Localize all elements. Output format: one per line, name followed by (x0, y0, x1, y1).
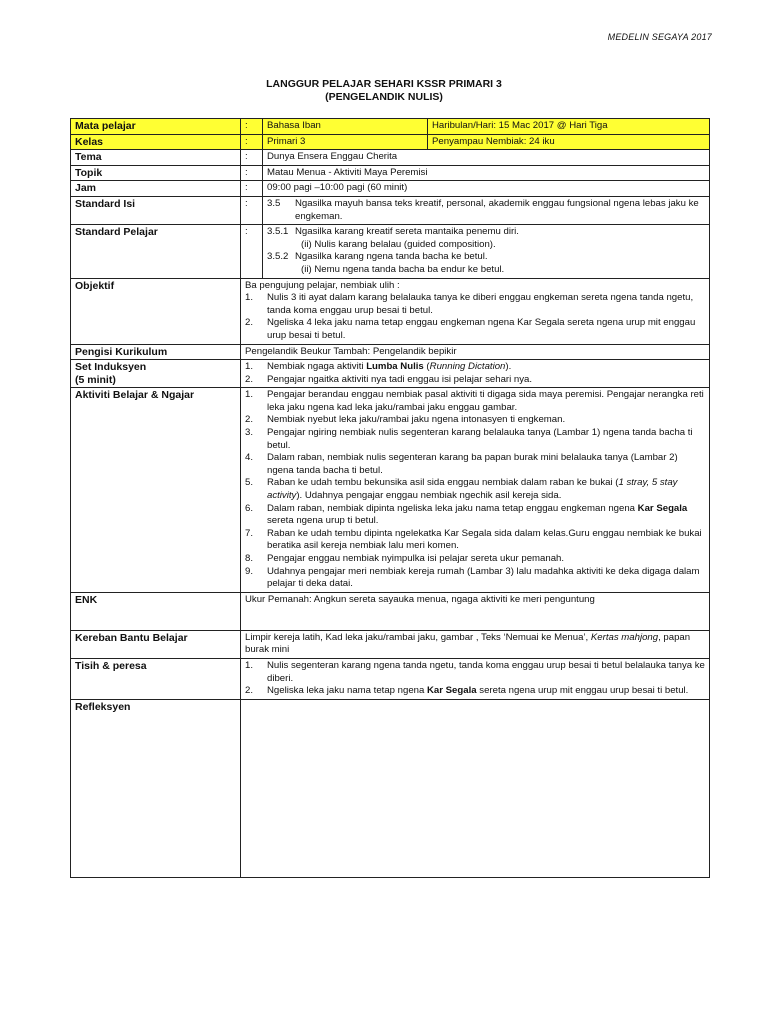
list-item: 3. Pengajar ngiring nembiak nulis segenteran karang belalauka tanya (Lambar 1) ngena tanda bacha ti betul. (245, 427, 693, 451)
author-header: MEDELIN SEGAYA 2017 (607, 32, 712, 42)
value-penyampau: Penyampau Nembiak: 24 iku (428, 134, 710, 150)
standard-isi-number: 3.5 (267, 197, 281, 209)
value-jam: 09:00 pagi –10:00 pagi (60 minit) (263, 181, 710, 197)
label-refleksyen: Refleksyen (71, 699, 241, 877)
label-kelas: Kelas (71, 134, 241, 150)
sp-number-1: 3.5.1 (267, 226, 289, 238)
label-mata-pelajar: Mata pelajar (71, 119, 241, 135)
label-set-induksyen: Set Induksyen (5 minit) (71, 360, 241, 388)
colon: : (241, 181, 263, 197)
label-aktiviti: Aktiviti Belajar & Ngajar (71, 388, 241, 593)
colon: : (241, 134, 263, 150)
value-topik: Matau Menua - Aktiviti Maya Peremisi (263, 165, 710, 181)
row-kelas (71, 134, 710, 150)
colon: : (241, 165, 263, 181)
list-item: 1. Nulis segenteran karang ngena tanda ngetu, tanda koma enggau urup besai ti betul belalauka tanya ke diberi. (245, 659, 705, 684)
colon: : (241, 196, 263, 224)
row-kereban (71, 630, 710, 658)
label-objektif: Objektif (71, 278, 241, 344)
value-haribulan: Haribulan/Hari: 15 Mac 2017 @ Hari Tiga (428, 119, 710, 135)
colon: : (241, 150, 263, 166)
value-enk: Ukur Pemanah: Angkun sereta sayauka menua, ngaga aktiviti ke meri penguntung (241, 592, 710, 630)
value-kelas: Primari 3 (263, 134, 428, 150)
sp-text-2: Ngasilka karang ngena tanda bacha ke betul. (295, 251, 488, 263)
sp-number-2: 3.5.2 (267, 251, 289, 263)
list-item: 2. Pengajar ngaitka aktiviti nya tadi enggau isi pelajar sehari nya. (245, 373, 533, 385)
row-mata-pelajar (71, 119, 710, 135)
list-item: 1. Pengajar berandau enggau nembiak pasal aktiviti ti digaga sida maya peremisi. Pengajar nerangka reti leka jaku ngena kad leka jaku/rambai jaku enggau gambar. (245, 389, 704, 413)
value-pengisi-kurikulum: Pengelandik Beukur Tambah: Pengelandik bepikir (241, 344, 710, 360)
colon: : (241, 225, 263, 278)
row-enk (71, 592, 710, 630)
page-title (0, 78, 768, 104)
row-set-induksyen (71, 360, 710, 388)
label-tisih: Tisih & peresa (71, 658, 241, 699)
list-item: 1. Nulis 3 iti ayat dalam karang belalauka tanya ke diberi enggau engkeman sereta ngena tanda ngetu, tanda koma enggau urup besai ti betul. (245, 292, 694, 316)
row-standard-isi (71, 196, 710, 224)
title-line-2: (PENGELANDIK NULIS) (325, 91, 443, 103)
value-objektif (241, 278, 710, 344)
lesson-plan-table (70, 118, 710, 878)
list-item: 9. Udahnya pengajar meri nembiak kereja rumah (Lambar 3) lalu madahka aktiviti ke deka digaga dalam pelajar ti deka datai. (245, 565, 700, 590)
value-standard-pelajar (263, 225, 710, 278)
list-item: 5. Raban ke udah tembu bekunsika asil sida enggau nembiak dalam raban ke bukai (1 stray, 5 stay activity). Udahnya pengajar enggau nembiak ngechik asil kereja sida. (245, 477, 678, 502)
row-jam (71, 181, 710, 197)
value-kereban: Limpir kereja latih, Kad leka jaku/rambai jaku, gambar , Teks ‘Nemuai ke Menua’, Kertas mahjong, papan burak mini (241, 630, 710, 658)
value-mata-pelajar: Bahasa Iban (263, 119, 428, 135)
list-item: 2. Ngeliska 4 leka jaku nama tetap enggau engkeman ngena Kar Segala sereta ngena urup mit enggau urup besai ti betul. (245, 317, 696, 341)
standard-isi-text: Ngasilka mayuh bansa teks kreatif, personal, akademik enggau fungsional ngena lebas jaku ke engkeman. (295, 197, 699, 222)
title-line-1: LANGGUR PELAJAR SEHARI KSSR PRIMARI 3 (266, 78, 502, 90)
value-refleksyen (241, 699, 710, 877)
sp-sub-2: (ii) Nemu ngena tanda bacha ba endur ke betul. (301, 263, 505, 275)
value-standard-isi (263, 196, 710, 224)
colon: : (241, 119, 263, 135)
label-enk: ENK (71, 592, 241, 630)
list-item: 6. Dalam raban, nembiak dipinta ngeliska leka jaku nama tetap enggau engkeman ngena Kar Segala sereta ngena urup ti betul. (245, 502, 688, 527)
row-tisih (71, 658, 710, 699)
value-set-induksyen (241, 360, 710, 388)
list-item: 1. Nembiak ngaga aktiviti Lumba Nulis (Running Dictation). (245, 361, 512, 373)
list-item: 4. Dalam raban, nembiak nulis segenteran karang ba papan burak mini belalauka tanya (Lambar 2) ngena tanda bacha ti betul. (245, 452, 678, 476)
row-topik (71, 165, 710, 181)
label-jam: Jam (71, 181, 241, 197)
row-aktiviti (71, 388, 710, 593)
value-aktiviti (241, 388, 710, 593)
label-pengisi-kurikulum: Pengisi Kurikulum (71, 344, 241, 360)
row-standard-pelajar (71, 225, 710, 278)
objektif-intro: Ba pengujung pelajar, nembiak ulih : (245, 279, 400, 291)
label-topik: Topik (71, 165, 241, 181)
list-item: 2. Ngeliska leka jaku nama tetap ngena Kar Segala sereta ngena urup mit enggau urup besai ti betul. (245, 685, 689, 697)
list-item: 2. Nembiak nyebut leka jaku/rambai jaku ngena intonasyen ti engkeman. (245, 414, 566, 426)
list-item: 7. Raban ke udah tembu dipinta ngelekatka Kar Segala sida dalam kelas.Guru enggau nembiak ke bukai beratika asil kereja nembiak lalu meri komen. (245, 527, 702, 552)
row-refleksyen (71, 699, 710, 877)
sp-sub-1: (ii) Nulis karang belalau (guided composition). (301, 238, 496, 250)
label-standard-pelajar: Standard Pelajar (71, 225, 241, 278)
value-tema: Dunya Ensera Enggau Cherita (263, 150, 710, 166)
label-tema: Tema (71, 150, 241, 166)
row-pengisi-kurikulum (71, 344, 710, 360)
label-standard-isi: Standard Isi (71, 196, 241, 224)
list-item: 8. Pengajar enggau nembiak nyimpulka isi pelajar sereta ukur pemanah. (245, 553, 565, 564)
label-kereban: Kereban Bantu Belajar (71, 630, 241, 658)
value-tisih (241, 658, 710, 699)
sp-text-1: Ngasilka karang kreatif sereta mantaika penemu diri. (295, 226, 519, 238)
row-tema (71, 150, 710, 166)
row-objektif (71, 278, 710, 344)
